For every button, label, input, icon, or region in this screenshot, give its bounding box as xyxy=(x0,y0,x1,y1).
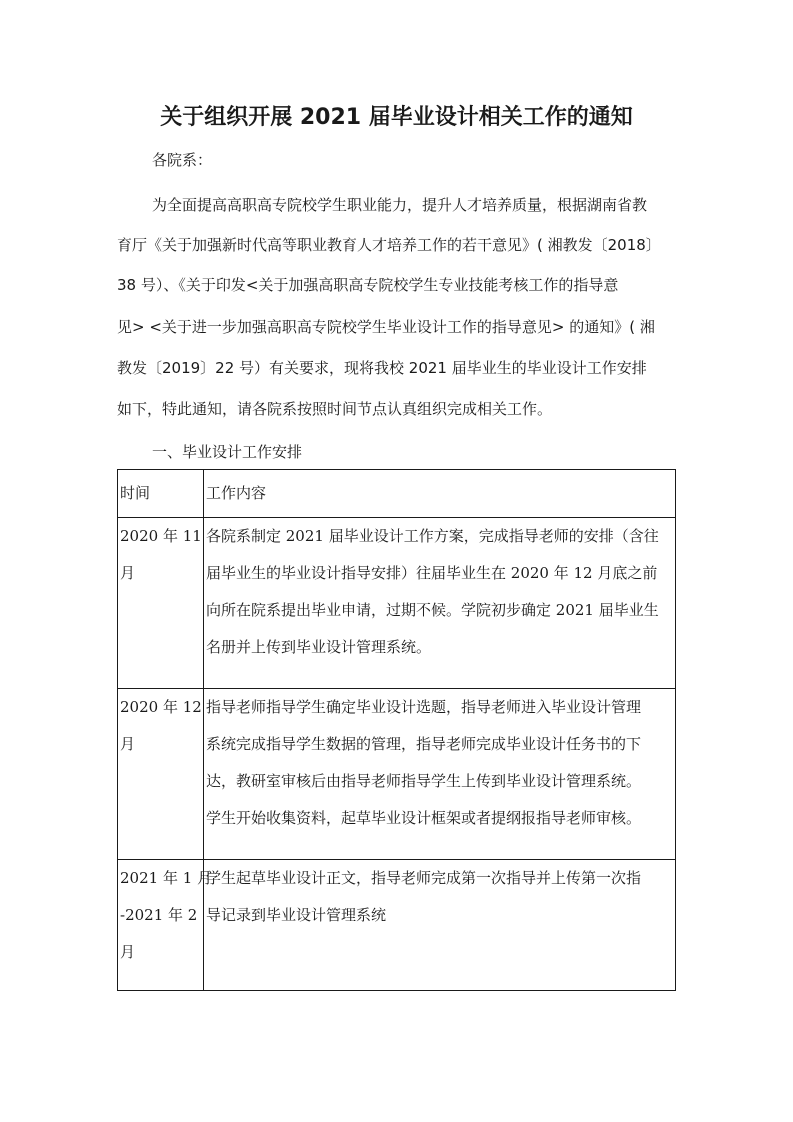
table-row xyxy=(118,860,676,991)
time-cell: 2021 年 1 月 -2021 年 2 月 xyxy=(118,860,204,991)
table-header-row xyxy=(118,470,676,518)
content-cell: 指导老师指导学生确定毕业设计选题，指导老师进入毕业设计管理 系统完成指导学生数据的管理，指导老师完成毕业设计任务书的下 达，教研室审核后由指导老师指导学生上传到毕业设计管理系统。 学生开始收集资料，起草毕业设计框架或者提纲报指导老师审核。 xyxy=(204,689,676,860)
document-title: 关于组织开展 2021 届毕业设计相关工作的通知 xyxy=(160,105,633,130)
time-cell: 2020 年 11 月 xyxy=(118,518,204,689)
body-line: 教发〔2019〕22 号）有关要求，现将我校 2021 届毕业生的毕业设计工作安排 xyxy=(117,359,647,377)
header-cell-content: 工作内容 xyxy=(204,470,676,518)
table-row xyxy=(118,518,676,689)
body-line: 育厅《关于加强新时代高等职业教育人才培养工作的若干意见》( 湘教发〔2018〕 xyxy=(117,236,661,254)
content-cell: 学生起草毕业设计正文，指导老师完成第一次指导并上传第一次指 导记录到毕业设计管理系统 xyxy=(204,860,676,991)
time-cell: 2020 年 12 月 xyxy=(118,689,204,860)
body-line: 如下，特此通知，请各院系按照时间节点认真组织完成相关工作。 xyxy=(117,400,553,418)
table-row xyxy=(118,689,676,860)
header-cell-time: 时间 xyxy=(118,470,204,518)
schedule-table xyxy=(117,469,676,991)
salutation: 各院系： xyxy=(152,151,213,169)
body-line: 见> <关于进一步加强高职高专院校学生毕业设计工作的指导意见> 的通知》( 湘 xyxy=(117,318,655,336)
body-line: 38 号）、《关于印发<关于加强高职高专院校学生专业技能考核工作的指导意 xyxy=(117,276,619,294)
body-line: 为全面提高高职高专院校学生职业能力，提升人才培养质量，根据湖南省教 xyxy=(152,196,648,214)
content-cell: 各院系制定 2021 届毕业设计工作方案，完成指导老师的安排（含往 届毕业生的毕业设计指导安排）往届毕业生在 2020 年 12 月底之前 向所在院系提出毕业申请，过期不候。学院初步确定 2021 届毕业生 名册并上传到毕业设计管理系统。 xyxy=(204,518,676,689)
section-heading: 一、毕业设计工作安排 xyxy=(152,443,303,461)
